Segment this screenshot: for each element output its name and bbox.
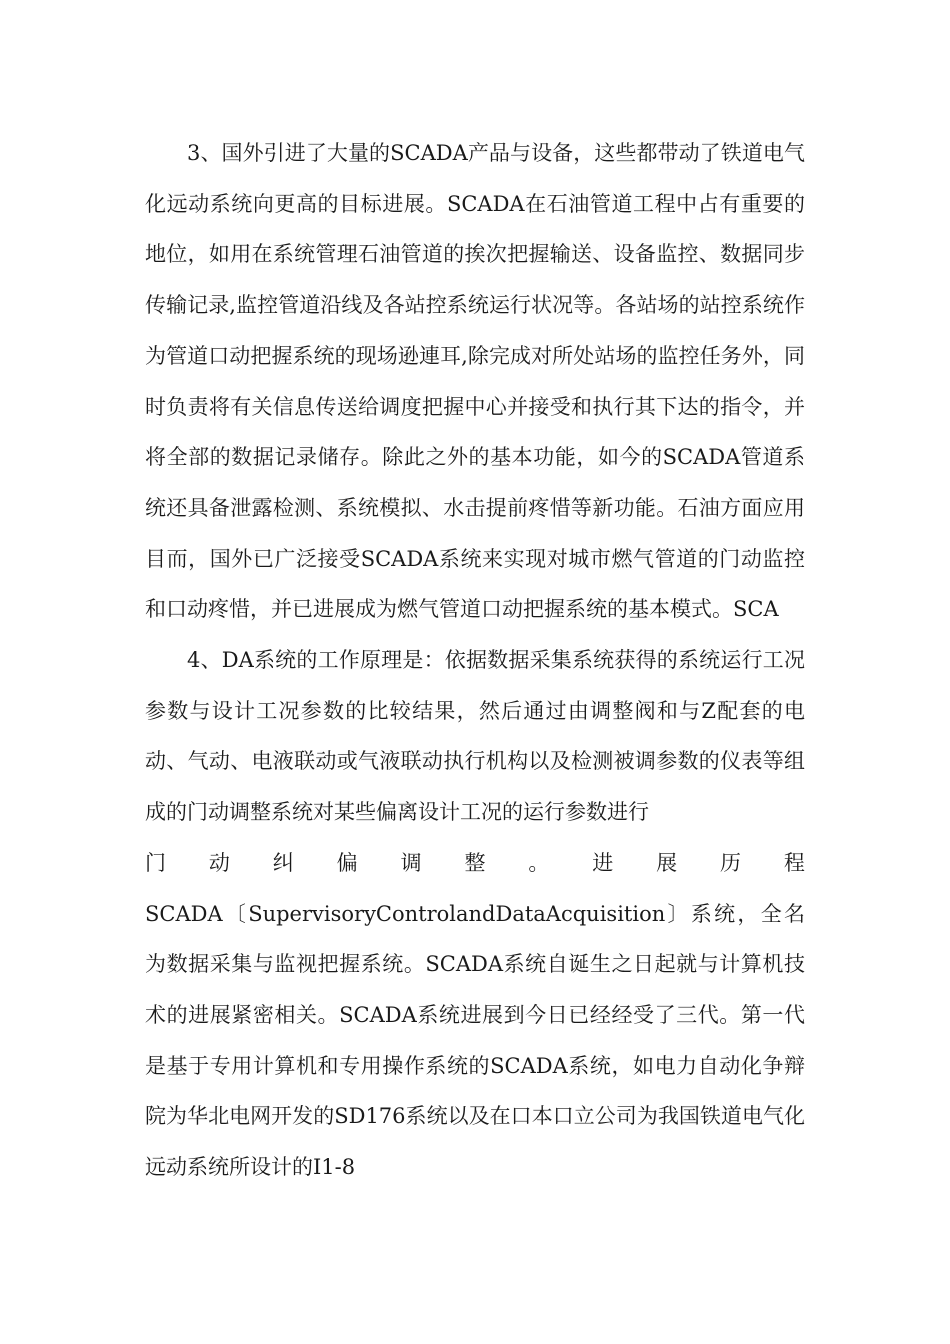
spaced-char: 门 <box>145 850 166 875</box>
paragraph-4: 4、DA系统的工作原理是：依据数据采集系统获得的系统运行工况参数与设计工况参数的比较结果，然后通过由调整阀和与Z配套的电动、气动、电液联动或气液联动执行机构以及检测被调参数的仪表等组成的门动调整系统对某些偏离设计工况的运行参数进行 <box>145 648 805 825</box>
paragraph-3: 3、国外引进了大量的SCADA产品与设备，这些都带动了铁道电气化远动系统向更高的目标进展。SCADA在石油管道工程中占有重要的地位，如用在系统管理石油管道的挨次把握输送、设备监控、数据同步传输记录,监控管道沿线及各站控系统运行状况等。各站场的站控系统作为管道口动把握系统的现场逊連耳,除完成对所处站场的监控任务外，同时负责将有关信息传送给调度把握中心并接受和执行其下达的指令，并将全部的数据记录储存。除此之外的基本功能，如今的SCADA管道系统还具备泄露检测、系统模拟、水击提前疼惜等新功能。石油方面应用目而，国外已广泛接受SCADA系统来实现对城市燃气管道的门动监控和口动疼惜，并已进展成为燃气管道口动把握系统的基本模式。SCA <box>145 141 805 622</box>
spaced-heading-line <box>145 838 805 889</box>
document-body <box>145 128 805 1193</box>
spaced-char: 动 <box>208 850 230 875</box>
spaced-char: 调 <box>400 850 422 875</box>
spaced-char: 程 <box>783 850 805 875</box>
spaced-char: 偏 <box>336 850 358 875</box>
spaced-char: 纠 <box>272 850 294 875</box>
paragraph-4-continuation: SCADA〔SupervisoryControlandDataAcquisition〕系统，全名为数据采集与监视把握系统。SCADA系统自诞生之日起就与计算机技术的进展紧密相关。SCADA系统进展到今日已经经受了三代。第一代是基于专用计算机和专用操作系统的SCADA系统，如电力自动化争辩院为华北电网开发的SD176系统以及在口本口立公司为我国铁道电气化远动系统所设计的I1-8 <box>145 901 805 1180</box>
spaced-char: 历 <box>720 850 742 875</box>
spaced-char: 进 <box>592 850 614 875</box>
spaced-char: 整 <box>464 850 486 875</box>
spaced-char: 。 <box>528 850 550 875</box>
spaced-char: 展 <box>656 850 678 875</box>
